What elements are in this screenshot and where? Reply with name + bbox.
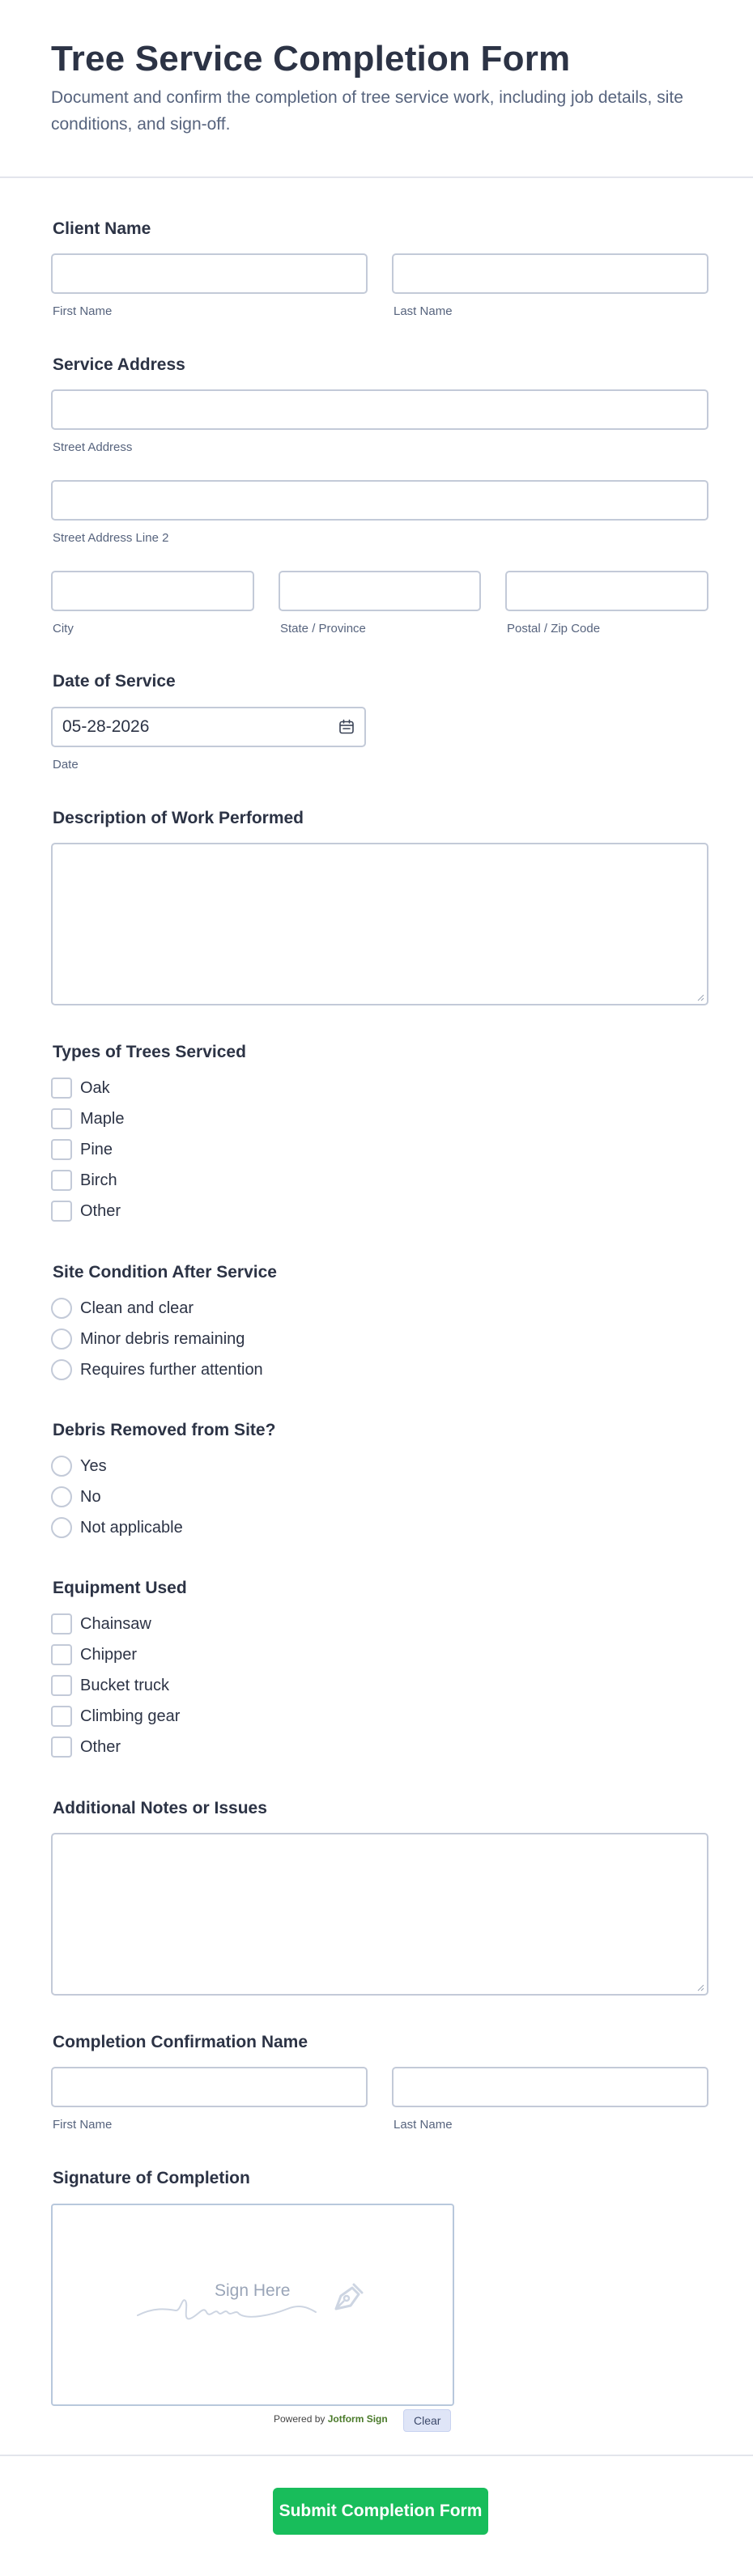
date-of-service-label: Date of Service bbox=[53, 672, 176, 691]
site-condition-label: Site Condition After Service bbox=[53, 1263, 277, 1282]
service-address-label: Service Address bbox=[53, 355, 185, 374]
calendar-icon[interactable] bbox=[338, 719, 355, 735]
checkbox[interactable] bbox=[51, 1108, 72, 1129]
footer-divider bbox=[0, 2455, 753, 2456]
checkbox-option-pine[interactable]: Pine bbox=[51, 1134, 124, 1165]
pen-nib-icon bbox=[330, 2281, 365, 2314]
radio-button[interactable] bbox=[51, 1517, 72, 1538]
confirmation-last-name-sublabel: Last Name bbox=[394, 2118, 453, 2132]
checkbox-option-chainsaw[interactable]: Chainsaw bbox=[51, 1609, 180, 1639]
checkbox[interactable] bbox=[51, 1706, 72, 1727]
radio-option-clean[interactable]: Clean and clear bbox=[51, 1293, 263, 1324]
equipment-label: Equipment Used bbox=[53, 1579, 187, 1597]
work-description-label: Description of Work Performed bbox=[53, 809, 304, 827]
street-address-sublabel: Street Address bbox=[53, 440, 133, 454]
signature-pad[interactable] bbox=[51, 2204, 454, 2406]
radio-option-further-attention[interactable]: Requires further attention bbox=[51, 1354, 263, 1385]
radio-button[interactable] bbox=[51, 1328, 72, 1350]
notes-textarea[interactable] bbox=[51, 1833, 708, 1996]
date-input[interactable] bbox=[51, 707, 366, 747]
confirmation-first-name-input[interactable] bbox=[51, 2067, 368, 2107]
work-description-textarea[interactable] bbox=[51, 843, 708, 1005]
checkbox[interactable] bbox=[51, 1675, 72, 1696]
checkbox-option-other[interactable]: Other bbox=[51, 1196, 124, 1226]
tree-types-label: Types of Trees Serviced bbox=[53, 1043, 246, 1061]
confirmation-first-name-sublabel: First Name bbox=[53, 2118, 113, 2132]
signature-clear-button[interactable]: Clear bbox=[403, 2409, 451, 2432]
client-first-name-sublabel: First Name bbox=[53, 304, 113, 318]
city-sublabel: City bbox=[53, 622, 74, 635]
checkbox[interactable] bbox=[51, 1139, 72, 1160]
checkbox[interactable] bbox=[51, 1078, 72, 1099]
resize-handle-icon[interactable] bbox=[697, 1984, 704, 1992]
state-sublabel: State / Province bbox=[280, 622, 366, 635]
client-last-name-input[interactable] bbox=[392, 253, 708, 294]
checkbox[interactable] bbox=[51, 1170, 72, 1191]
checkbox[interactable] bbox=[51, 1201, 72, 1222]
debris-removed-options bbox=[51, 1451, 183, 1543]
checkbox-option-other-equipment[interactable]: Other bbox=[51, 1732, 180, 1762]
checkbox-option-bucket-truck[interactable]: Bucket truck bbox=[51, 1670, 180, 1701]
notes-label: Additional Notes or Issues bbox=[53, 1799, 267, 1817]
postal-code-input[interactable] bbox=[505, 571, 708, 611]
checkbox[interactable] bbox=[51, 1613, 72, 1634]
debris-removed-label: Debris Removed from Site? bbox=[53, 1421, 276, 1439]
header-divider bbox=[0, 176, 753, 178]
tree-types-options bbox=[51, 1073, 124, 1226]
submit-button[interactable]: Submit Completion Form bbox=[273, 2488, 488, 2535]
sign-here-placeholder: Sign Here bbox=[215, 2281, 291, 2300]
client-last-name-sublabel: Last Name bbox=[394, 304, 453, 318]
radio-button[interactable] bbox=[51, 1486, 72, 1507]
radio-button[interactable] bbox=[51, 1456, 72, 1477]
checkbox[interactable] bbox=[51, 1644, 72, 1665]
checkbox-option-birch[interactable]: Birch bbox=[51, 1165, 124, 1196]
checkbox[interactable] bbox=[51, 1736, 72, 1758]
form-title: Tree Service Completion Form bbox=[51, 39, 571, 79]
client-name-label: Client Name bbox=[53, 219, 151, 238]
confirmation-name-label: Completion Confirmation Name bbox=[53, 2033, 308, 2051]
checkbox-option-climbing-gear[interactable]: Climbing gear bbox=[51, 1701, 180, 1732]
site-condition-options bbox=[51, 1293, 263, 1385]
radio-option-not-applicable[interactable]: Not applicable bbox=[51, 1512, 183, 1543]
street-address-line2-input[interactable] bbox=[51, 480, 708, 521]
radio-option-yes[interactable]: Yes bbox=[51, 1451, 183, 1481]
radio-button[interactable] bbox=[51, 1359, 72, 1380]
date-sublabel: Date bbox=[53, 758, 79, 772]
checkbox-option-oak[interactable]: Oak bbox=[51, 1073, 124, 1103]
radio-option-minor-debris[interactable]: Minor debris remaining bbox=[51, 1324, 263, 1354]
form-description: Document and confirm the completion of tree service work, including job details, site conditions, and sign-off. bbox=[51, 88, 683, 134]
client-first-name-input[interactable] bbox=[51, 253, 368, 294]
city-input[interactable] bbox=[51, 571, 254, 611]
checkbox-option-chipper[interactable]: Chipper bbox=[51, 1639, 180, 1670]
street-address-line2-sublabel: Street Address Line 2 bbox=[53, 531, 169, 545]
radio-button[interactable] bbox=[51, 1298, 72, 1319]
jotform-sign-brand: Jotform Sign bbox=[327, 2413, 388, 2425]
radio-option-no[interactable]: No bbox=[51, 1481, 183, 1512]
checkbox-option-maple[interactable]: Maple bbox=[51, 1103, 124, 1134]
postal-code-sublabel: Postal / Zip Code bbox=[507, 622, 601, 635]
confirmation-last-name-input[interactable] bbox=[392, 2067, 708, 2107]
signature-label: Signature of Completion bbox=[53, 2169, 250, 2187]
street-address-input[interactable] bbox=[51, 389, 708, 430]
date-value: 05-28-2026 bbox=[62, 717, 150, 736]
state-input[interactable] bbox=[279, 571, 481, 611]
powered-by-text: Powered by Jotform Sign bbox=[274, 2413, 388, 2425]
resize-handle-icon[interactable] bbox=[697, 994, 704, 1001]
equipment-options bbox=[51, 1609, 180, 1762]
